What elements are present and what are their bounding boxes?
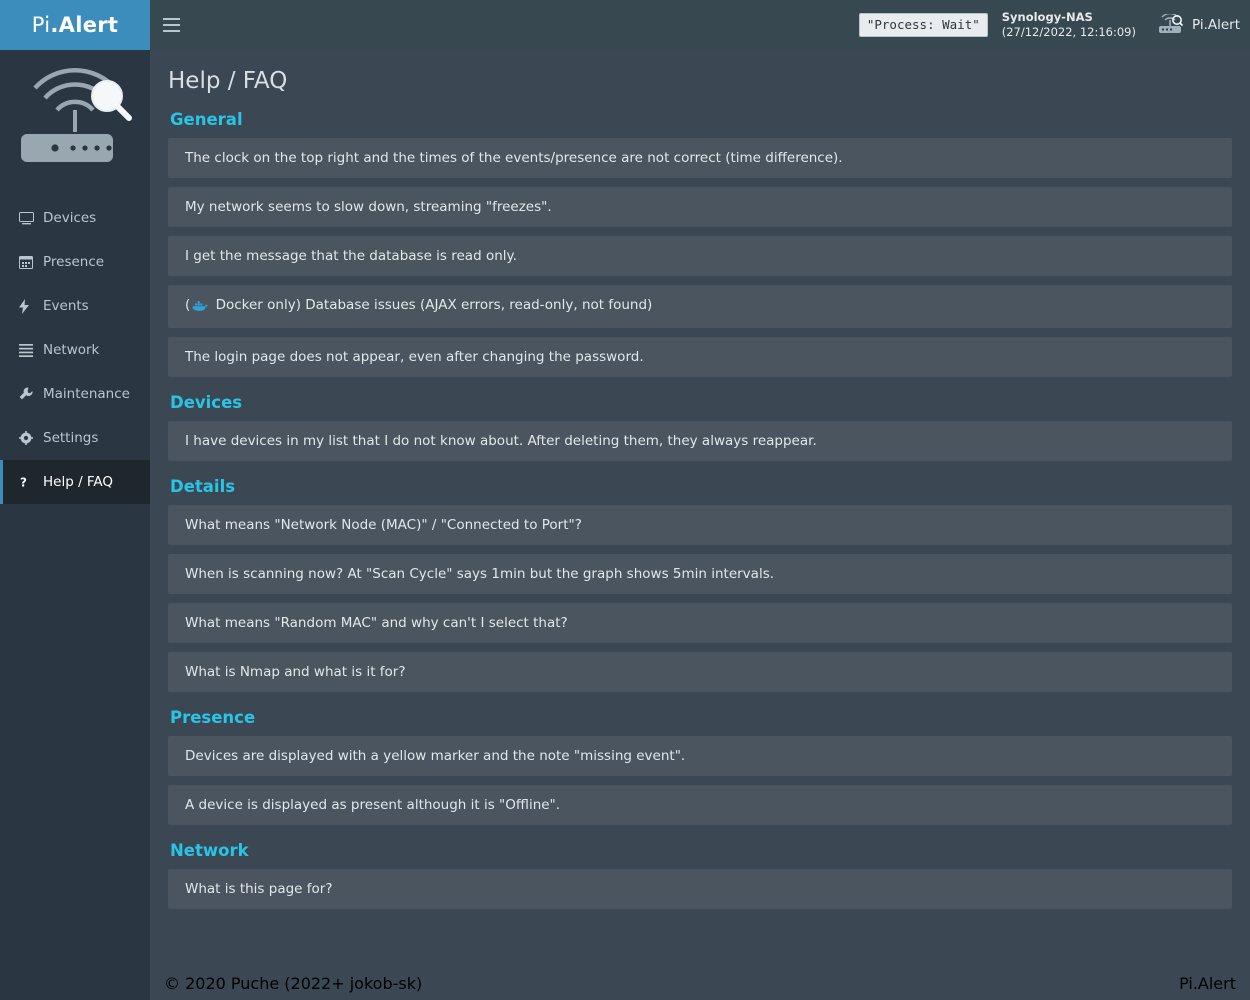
sidebar-item-maintenance[interactable]: [0, 372, 150, 416]
brand-logo[interactable]: [0, 0, 150, 50]
main-content: [150, 50, 1250, 966]
body-area: [0, 50, 1250, 966]
sidebar-item-network[interactable]: [0, 328, 150, 372]
faq-item[interactable]: What is this page for?: [168, 869, 1232, 909]
sidebar-item-settings[interactable]: [0, 416, 150, 460]
status-badge: "Process: Wait": [859, 13, 988, 37]
faq-item[interactable]: I get the message that the database is read only.: [168, 236, 1232, 276]
faq-item[interactable]: When is scanning now? At "Scan Cycle" says 1min but the graph shows 5min intervals.: [168, 554, 1232, 594]
sidebar-item-events[interactable]: [0, 284, 150, 328]
sidebar-item-label: Help / FAQ: [43, 474, 114, 490]
server-name: Synology-NAS: [1001, 10, 1093, 24]
faq-item[interactable]: What means "Network Node (MAC)" / "Connected to Port"?: [168, 505, 1232, 545]
pialert-radar-logo: [0, 50, 150, 190]
section-heading-general: General: [170, 110, 243, 129]
hamburger-icon[interactable]: [150, 0, 192, 50]
faq-item[interactable]: My network seems to slow down, streaming "freezes".: [168, 187, 1232, 227]
question-icon: [19, 475, 43, 489]
sidebar: [0, 50, 150, 966]
wrench-icon: [19, 387, 43, 401]
sidebar-item-label: Events: [43, 298, 89, 314]
brand-logo-bold: .Alert: [50, 13, 119, 37]
calendar-icon: [19, 255, 43, 269]
faq-item-prefix: (: [185, 297, 191, 313]
faq-item[interactable]: What is Nmap and what is it for?: [168, 652, 1232, 692]
faq-item[interactable]: I have devices in my list that I do not know about. After deleting them, they always reappear.: [168, 421, 1232, 461]
faq-item-docker[interactable]: [168, 285, 1232, 328]
footer-brand: Pi.Alert: [1179, 973, 1236, 993]
faq-item[interactable]: Devices are displayed with a yellow marker and the note "missing event".: [168, 736, 1232, 776]
network-device-icon: [1156, 14, 1184, 36]
sidebar-nav: [0, 196, 150, 504]
monitor-icon: [19, 212, 43, 225]
topbar-right: [150, 0, 1250, 50]
faq-item[interactable]: The login page does not appear, even after changing the password.: [168, 337, 1232, 377]
footer-spacer: [0, 966, 150, 1000]
section-heading-network: Network: [170, 841, 249, 860]
footer-content: [150, 966, 1250, 1000]
sidebar-item-label: Network: [43, 342, 100, 358]
user-label: Pi.Alert: [1191, 17, 1240, 33]
faq-item-suffix: Docker only) Database issues (AJAX errors, read-only, not found): [211, 297, 653, 313]
bolt-icon: [19, 299, 43, 314]
sidebar-item-label: Devices: [43, 210, 97, 226]
footer: [0, 966, 1250, 1000]
section-heading-devices: Devices: [170, 393, 243, 412]
sidebar-item-label: Presence: [43, 254, 105, 270]
topbar-tools: [859, 0, 1240, 50]
sidebar-item-help-faq[interactable]: [0, 460, 150, 504]
user-menu[interactable]: [1150, 14, 1240, 36]
brand-logo-light: Pi: [31, 13, 51, 37]
section-heading-presence: Presence: [170, 708, 256, 727]
sidebar-item-presence[interactable]: [0, 240, 150, 284]
sidebar-item-label: Settings: [43, 430, 99, 446]
section-heading-details: Details: [170, 477, 236, 496]
footer-copyright: © 2020 Puche (2022+ jokob-sk): [164, 973, 423, 993]
server-info: [1002, 10, 1136, 40]
list-icon: [19, 344, 43, 357]
faq-item[interactable]: A device is displayed as present although it is "Offline".: [168, 785, 1232, 825]
page-title: Help / FAQ: [168, 68, 288, 94]
gear-icon: [19, 431, 43, 445]
svg-text:?: ?: [20, 475, 27, 489]
faq-item[interactable]: What means "Random MAC" and why can't I select that?: [168, 603, 1232, 643]
sidebar-item-label: Maintenance: [43, 386, 130, 402]
server-time: (27/12/2022, 12:16:09): [1001, 25, 1136, 39]
faq-item[interactable]: The clock on the top right and the times of the events/presence are not correct (time difference).: [168, 138, 1232, 178]
docker-whale-icon: [192, 299, 209, 316]
top-navbar: [0, 0, 1250, 50]
sidebar-item-devices[interactable]: [0, 196, 150, 240]
